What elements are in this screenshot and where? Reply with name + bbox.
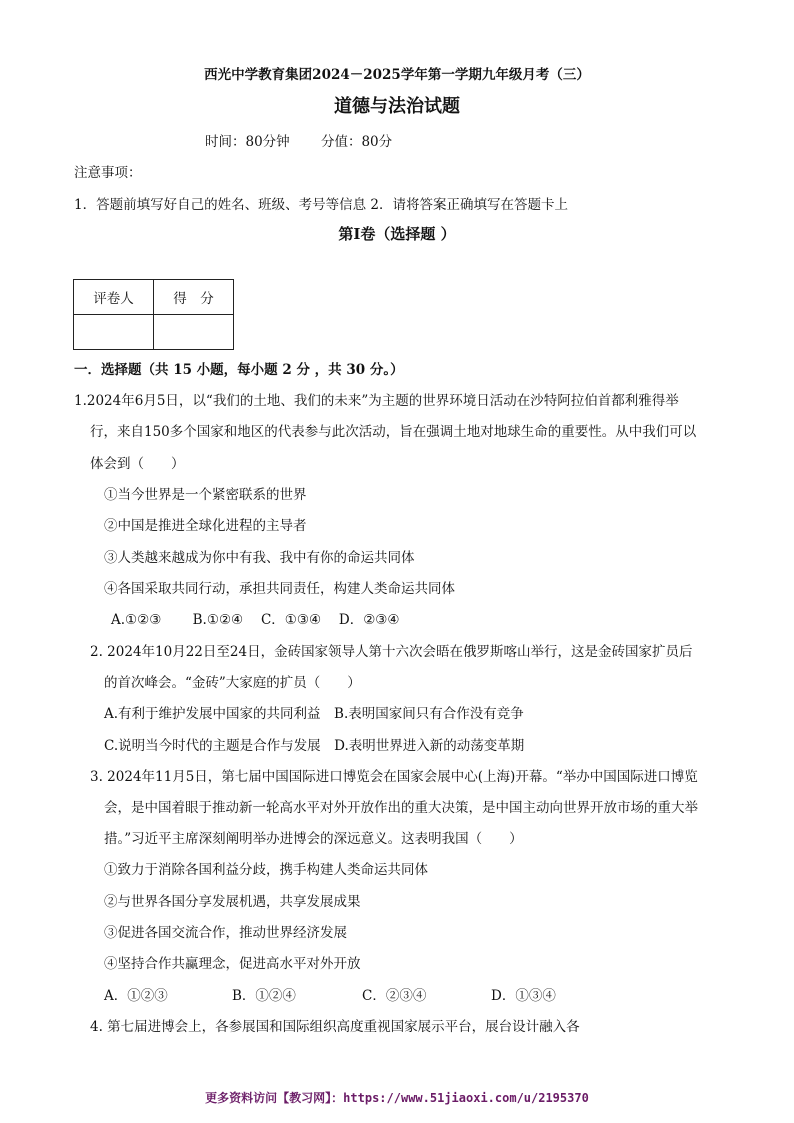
section-title: 一．选择题（共 15 小题，每小题 2 分 ，共 30 分。） (74, 362, 404, 378)
time-score-line: 时间：80分钟 分值：80分 (205, 134, 393, 150)
q3-option-4: ④坚持合作共赢理念，促进高水平对外开放 (104, 956, 361, 972)
q3-option-2: ②与世界各国分享发展机遇，共享发展成果 (104, 894, 361, 910)
notes-heading: 注意事项： (74, 165, 142, 181)
q1-line2: 行，来自150多个国家和地区的代表参与此次活动，旨在强调土地对地球生命的重要性。从中我们可以 (90, 424, 697, 440)
q3-option-1: ①致力于消除各国利益分歧，携手构建人类命运共同体 (104, 862, 428, 878)
q3-choice-d: D．①③④ (491, 988, 556, 1004)
exam-header: 西光中学教育集团2024－2025学年第一学期九年级月考（三） (204, 67, 590, 83)
q3-line3: 措。”习近平主席深刻阐明举办进博会的深远意义。这表明我国（ ） (104, 831, 523, 847)
q4-line1: 4. 第七届进博会上，各参展国和国际组织高度重视国家展示平台，展台设计融入各 (90, 1019, 580, 1035)
q3-choice-a: A．①②③ (104, 988, 168, 1004)
q1-option-1: ①当今世界是一个紧密联系的世界 (104, 487, 307, 503)
q2-choices-cd: C.说明当今时代的主题是合作与发展 D.表明世界进入新的动荡变革期 (104, 738, 525, 754)
q2-line2: 的首次峰会。“金砖”大家庭的扩员（ ） (104, 675, 361, 691)
grader-cell (74, 315, 154, 350)
grader-label: 评卷人 (74, 280, 154, 315)
score-table-header-row (74, 280, 234, 315)
q1-line3: 体会到（ ） (90, 456, 185, 472)
q3-line2: 会，是中国着眼于推动新一轮高水平对外开放作出的重大决策，是中国主动向世界开放市场的重大举 (104, 800, 698, 816)
q3-option-3: ③促进各国交流合作，推动世界经济发展 (104, 925, 347, 941)
q1-line1: 1.2024年6月5日，以“我们的土地、我们的未来”为主题的世界环境日活动在沙特阿拉伯首都利雅得举 (74, 393, 679, 409)
footer-link[interactable]: 更多资料访问【教习网】：https://www.51jiaoxi.com/u/2195370 (205, 1091, 589, 1105)
notes-line: 1．答题前填写好自己的姓名、班级、考号等信息 2．请将答案正确填写在答题卡上 (74, 197, 568, 213)
score-cell (154, 315, 234, 350)
score-table (73, 279, 234, 350)
q3-line1: 3. 2024年11月5日，第七届中国国际进口博览会在国家会展中心(上海)开幕。“举办中国国际进口博览 (90, 769, 698, 785)
score-label: 得 分 (154, 280, 234, 315)
page-title: 道德与法治试题 (334, 96, 460, 117)
q2-choices-ab: A.有利于维护发展中国家的共同利益 B.表明国家间只有合作没有竞争 (104, 706, 524, 722)
q1-option-4: ④各国采取共同行动，承担共同责任，构建人类命运共同体 (104, 581, 455, 597)
q3-choice-c: C．②③④ (362, 988, 427, 1004)
q1-option-2: ②中国是推进全球化进程的主导者 (104, 518, 307, 534)
q1-option-3: ③人类越来越成为你中有我、我中有你的命运共同体 (104, 550, 415, 566)
q2-line1: 2. 2024年10月22日至24日，金砖国家领导人第十六次会晤在俄罗斯喀山举行，这是金砖国家扩员后 (90, 644, 693, 660)
volume-title: 第Ⅰ卷（选择题 ） (338, 225, 456, 243)
score-table-blank-row (74, 315, 234, 350)
q3-choice-b: B．①②④ (232, 988, 296, 1004)
q1-choices: A.①②③ B.①②④ C．①③④ D．②③④ (111, 612, 400, 628)
